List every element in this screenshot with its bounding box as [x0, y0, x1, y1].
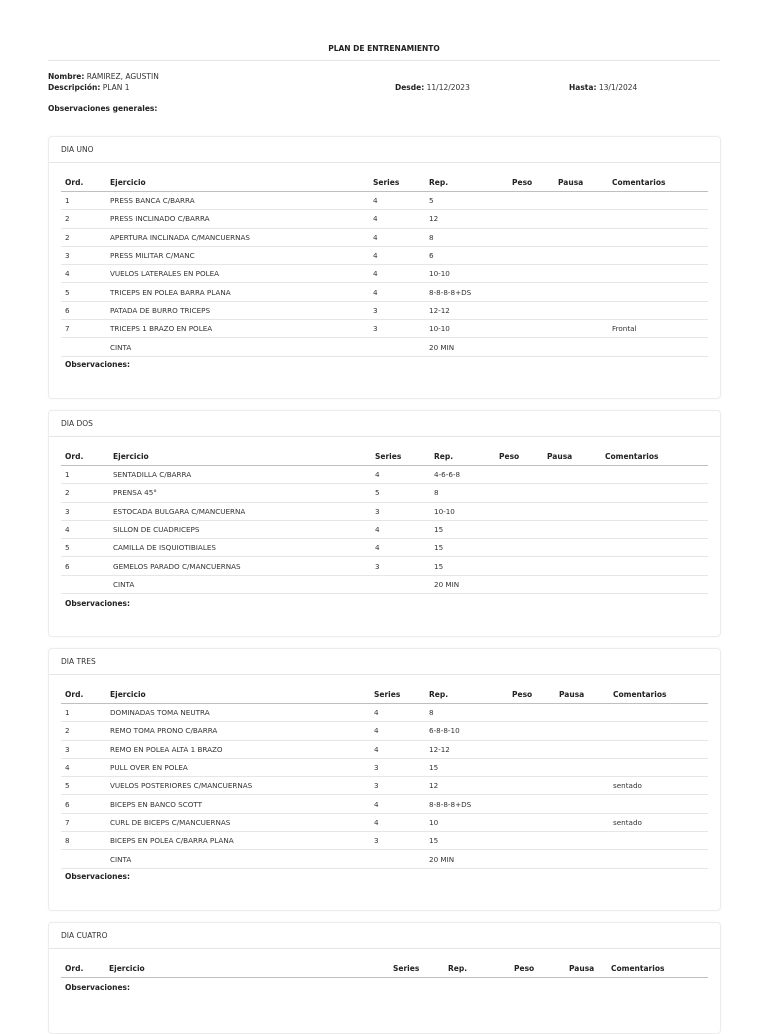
- col-peso-cell: [508, 722, 555, 740]
- col-comentarios-cell: [608, 283, 708, 301]
- col-peso-cell: [508, 192, 554, 210]
- col-peso-cell: [508, 246, 554, 264]
- col-ord-cell: 8: [61, 832, 106, 850]
- table-header-row: [61, 685, 708, 704]
- descripcion-line: [48, 83, 130, 92]
- col-rep-cell: 15: [430, 557, 495, 575]
- col-rep-cell: 10-10: [425, 265, 508, 283]
- col-ord-cell: 3: [61, 246, 106, 264]
- document-title: PLAN DE ENTRENAMIENTO: [48, 44, 720, 61]
- col-ejercicio-cell: SILLON DE CUADRICEPS: [109, 520, 371, 538]
- table-header-row: [61, 447, 708, 466]
- col-series-cell: 3: [371, 557, 430, 575]
- col-peso-cell: [495, 484, 543, 502]
- header-col-rep: Rep.: [430, 447, 495, 466]
- col-pausa-cell: [543, 575, 601, 593]
- col-ejercicio-cell: BICEPS EN BANCO SCOTT: [106, 795, 370, 813]
- col-rep-cell: 15: [430, 539, 495, 557]
- col-comentarios-cell: [608, 301, 708, 319]
- col-series-cell: 4: [369, 192, 425, 210]
- header-col-rep: Rep.: [425, 685, 508, 704]
- col-peso-cell: [508, 320, 554, 338]
- col-rep-cell: 10-10: [430, 502, 495, 520]
- table-row: [61, 466, 708, 484]
- col-series-cell: 4: [369, 228, 425, 246]
- table-row: [61, 228, 708, 246]
- hasta-line: [569, 83, 637, 92]
- col-pausa-cell: [555, 740, 609, 758]
- col-series-cell: 4: [369, 265, 425, 283]
- col-pausa-cell: [554, 192, 608, 210]
- descripcion-value: PLAN 1: [102, 83, 130, 92]
- col-ejercicio-cell: PULL OVER EN POLEA: [106, 758, 370, 776]
- col-series-cell: 4: [370, 722, 425, 740]
- col-ejercicio-cell: PRESS MILITAR C/MANC: [106, 246, 369, 264]
- table-row: [61, 758, 708, 776]
- col-rep-cell: 12: [425, 777, 508, 795]
- col-ord-cell: 4: [61, 265, 106, 283]
- col-comentarios-cell: [609, 758, 708, 776]
- table-row: [61, 557, 708, 575]
- header-col-comentarios: Comentarios: [601, 447, 708, 466]
- table-row: [61, 283, 708, 301]
- col-rep-cell: 12-12: [425, 740, 508, 758]
- col-ejercicio-cell: VUELOS LATERALES EN POLEA: [106, 265, 369, 283]
- col-ord-cell: 1: [61, 466, 109, 484]
- col-comentarios-cell: [601, 539, 708, 557]
- col-comentarios-cell: [601, 557, 708, 575]
- table-row: [61, 484, 708, 502]
- desde-value: 11/12/2023: [426, 83, 470, 92]
- day-title: DIA UNO: [49, 137, 720, 163]
- col-ord-cell: 2: [61, 484, 109, 502]
- col-rep-cell: 6: [425, 246, 508, 264]
- col-comentarios-cell: [608, 228, 708, 246]
- col-peso-cell: [508, 777, 555, 795]
- col-rep-cell: 4-6-6-8: [430, 466, 495, 484]
- col-series-cell: 4: [371, 520, 430, 538]
- col-ord-cell: 1: [61, 704, 106, 722]
- col-rep-cell: 5: [425, 192, 508, 210]
- day-card-4: [48, 922, 721, 1034]
- day-title: DIA DOS: [49, 411, 720, 437]
- col-ord-cell: 5: [61, 777, 106, 795]
- col-ejercicio-cell: APERTURA INCLINADA C/MANCUERNAS: [106, 228, 369, 246]
- col-rep-cell: 8-8-8-8+DS: [425, 283, 508, 301]
- header-col-pausa: Pausa: [554, 173, 608, 192]
- hasta-label: Hasta:: [569, 83, 597, 92]
- desde-line: [395, 83, 470, 92]
- col-comentarios-cell: [609, 704, 708, 722]
- col-rep-cell: 8-8-8-8+DS: [425, 795, 508, 813]
- col-pausa-cell: [555, 758, 609, 776]
- table-row: [61, 520, 708, 538]
- col-rep-cell: 15: [425, 758, 508, 776]
- col-pausa-cell: [543, 520, 601, 538]
- nombre-label: Nombre:: [48, 72, 85, 81]
- table-row: [61, 740, 708, 758]
- col-comentarios-cell: sentado: [609, 777, 708, 795]
- col-peso-cell: [508, 813, 555, 831]
- table-row: [61, 575, 708, 593]
- col-peso-cell: [508, 210, 554, 228]
- header-col-peso: Peso: [508, 685, 555, 704]
- header-col-comentarios: Comentarios: [608, 173, 708, 192]
- header-col-ejercicio: Ejercicio: [109, 447, 371, 466]
- observaciones-generales-label: Observaciones generales:: [48, 104, 158, 113]
- col-ejercicio-cell: REMO EN POLEA ALTA 1 BRAZO: [106, 740, 370, 758]
- col-rep-cell: 12-12: [425, 301, 508, 319]
- col-peso-cell: [495, 539, 543, 557]
- header-col-ejercicio: Ejercicio: [105, 959, 389, 978]
- header-col-peso: Peso: [495, 447, 543, 466]
- table-row: [61, 539, 708, 557]
- col-ejercicio-cell: PRENSA 45°: [109, 484, 371, 502]
- table-row: [61, 795, 708, 813]
- col-rep-cell: 8: [425, 704, 508, 722]
- col-rep-cell: 8: [425, 228, 508, 246]
- col-comentarios-cell: [609, 740, 708, 758]
- col-rep-cell: 8: [430, 484, 495, 502]
- header-col-ejercicio: Ejercicio: [106, 173, 369, 192]
- col-series-cell: 3: [370, 777, 425, 795]
- day-card-2: [48, 410, 721, 637]
- table-row: [61, 832, 708, 850]
- col-ejercicio-cell: PRESS INCLINADO C/BARRA: [106, 210, 369, 228]
- day-card-1: [48, 136, 721, 399]
- col-ord-cell: 1: [61, 192, 106, 210]
- observaciones-label: Observaciones:: [65, 360, 131, 369]
- table-row: [61, 246, 708, 264]
- col-ejercicio-cell: CINTA: [106, 850, 370, 868]
- col-pausa-cell: [543, 557, 601, 575]
- header-col-ord: Ord.: [61, 173, 106, 192]
- col-peso-cell: [495, 520, 543, 538]
- col-ord-cell: [61, 575, 109, 593]
- header-col-comentarios: Comentarios: [607, 959, 708, 978]
- col-ord-cell: 4: [61, 758, 106, 776]
- col-rep-cell: 20 MIN: [430, 575, 495, 593]
- col-rep-cell: 12: [425, 210, 508, 228]
- col-peso-cell: [508, 758, 555, 776]
- nombre-line: [48, 72, 159, 81]
- col-ejercicio-cell: TRICEPS 1 BRAZO EN POLEA: [106, 320, 369, 338]
- col-ord-cell: 3: [61, 740, 106, 758]
- col-rep-cell: 15: [425, 832, 508, 850]
- col-pausa-cell: [554, 246, 608, 264]
- col-ejercicio-cell: CINTA: [109, 575, 371, 593]
- col-pausa-cell: [555, 795, 609, 813]
- col-peso-cell: [508, 795, 555, 813]
- col-series-cell: 3: [371, 502, 430, 520]
- col-comentarios-cell: sentado: [609, 813, 708, 831]
- col-pausa-cell: [555, 813, 609, 831]
- col-peso-cell: [508, 301, 554, 319]
- col-rep-cell: 6-8-8-10: [425, 722, 508, 740]
- table-row: [61, 502, 708, 520]
- col-ejercicio-cell: TRICEPS EN POLEA BARRA PLANA: [106, 283, 369, 301]
- col-series-cell: 3: [370, 832, 425, 850]
- col-comentarios-cell: [608, 192, 708, 210]
- header-col-series: Series: [389, 959, 444, 978]
- col-comentarios-cell: [608, 265, 708, 283]
- col-series-cell: 5: [371, 484, 430, 502]
- exercise-table: [61, 447, 708, 594]
- col-series-cell: 3: [369, 301, 425, 319]
- col-pausa-cell: [554, 320, 608, 338]
- observaciones-label: Observaciones:: [65, 599, 131, 608]
- col-ejercicio-cell: BICEPS EN POLEA C/BARRA PLANA: [106, 832, 370, 850]
- header-col-ejercicio: Ejercicio: [106, 685, 370, 704]
- col-pausa-cell: [555, 850, 609, 868]
- col-peso-cell: [495, 502, 543, 520]
- col-series-cell: 4: [369, 283, 425, 301]
- col-ejercicio-cell: CAMILLA DE ISQUIOTIBIALES: [109, 539, 371, 557]
- col-comentarios-cell: [601, 466, 708, 484]
- header-col-comentarios: Comentarios: [609, 685, 708, 704]
- col-ejercicio-cell: ESTOCADA BULGARA C/MANCUERNA: [109, 502, 371, 520]
- col-ord-cell: 2: [61, 210, 106, 228]
- col-series-cell: 3: [369, 320, 425, 338]
- exercise-table: [61, 173, 708, 357]
- col-comentarios-cell: [609, 795, 708, 813]
- col-rep-cell: 10: [425, 813, 508, 831]
- col-ord-cell: [61, 850, 106, 868]
- col-series-cell: 4: [370, 740, 425, 758]
- header-col-series: Series: [370, 685, 425, 704]
- day-title: DIA CUATRO: [49, 923, 720, 949]
- descripcion-label: Descripción:: [48, 83, 101, 92]
- col-rep-cell: 20 MIN: [425, 338, 508, 356]
- col-series-cell: 4: [371, 539, 430, 557]
- col-ejercicio-cell: DOMINADAS TOMA NEUTRA: [106, 704, 370, 722]
- col-peso-cell: [508, 265, 554, 283]
- day-card-3: [48, 648, 721, 911]
- col-ejercicio-cell: VUELOS POSTERIORES C/MANCUERNAS: [106, 777, 370, 795]
- col-comentarios-cell: [609, 850, 708, 868]
- col-series-cell: [369, 338, 425, 356]
- col-peso-cell: [508, 832, 555, 850]
- table-row: [61, 265, 708, 283]
- table-row: [61, 192, 708, 210]
- col-pausa-cell: [543, 484, 601, 502]
- col-pausa-cell: [554, 228, 608, 246]
- col-pausa-cell: [555, 722, 609, 740]
- header-col-peso: Peso: [508, 173, 554, 192]
- col-ord-cell: 6: [61, 557, 109, 575]
- header-col-ord: Ord.: [61, 959, 105, 978]
- col-pausa-cell: [554, 283, 608, 301]
- col-peso-cell: [508, 740, 555, 758]
- col-ord-cell: 7: [61, 320, 106, 338]
- col-ejercicio-cell: SENTADILLA C/BARRA: [109, 466, 371, 484]
- col-peso-cell: [508, 283, 554, 301]
- col-ord-cell: 2: [61, 228, 106, 246]
- col-comentarios-cell: [608, 338, 708, 356]
- hasta-value: 13/1/2024: [598, 83, 638, 92]
- col-comentarios-cell: [609, 832, 708, 850]
- col-ord-cell: 6: [61, 301, 106, 319]
- col-ord-cell: 6: [61, 795, 106, 813]
- col-rep-cell: 10-10: [425, 320, 508, 338]
- col-ord-cell: 2: [61, 722, 106, 740]
- table-row: [61, 338, 708, 356]
- col-comentarios-cell: [601, 502, 708, 520]
- col-comentarios-cell: [601, 520, 708, 538]
- col-pausa-cell: [543, 539, 601, 557]
- day-title: DIA TRES: [49, 649, 720, 675]
- col-series-cell: 4: [371, 466, 430, 484]
- observaciones-generales: [48, 104, 157, 113]
- col-peso-cell: [495, 575, 543, 593]
- col-pausa-cell: [555, 777, 609, 795]
- exercise-table: [61, 685, 708, 869]
- col-series-cell: 4: [370, 704, 425, 722]
- observaciones-label: Observaciones:: [65, 983, 131, 992]
- header-col-series: Series: [371, 447, 430, 466]
- table-header-row: [61, 959, 708, 978]
- col-series-cell: 4: [370, 795, 425, 813]
- header-col-pausa: Pausa: [543, 447, 601, 466]
- col-comentarios-cell: Frontal: [608, 320, 708, 338]
- col-pausa-cell: [543, 466, 601, 484]
- col-series-cell: 3: [370, 758, 425, 776]
- col-peso-cell: [508, 338, 554, 356]
- col-ord-cell: 4: [61, 520, 109, 538]
- col-peso-cell: [495, 557, 543, 575]
- header-col-ord: Ord.: [61, 685, 106, 704]
- col-pausa-cell: [554, 210, 608, 228]
- col-rep-cell: 20 MIN: [425, 850, 508, 868]
- col-ord-cell: 7: [61, 813, 106, 831]
- col-ejercicio-cell: REMO TOMA PRONO C/BARRA: [106, 722, 370, 740]
- col-comentarios-cell: [608, 210, 708, 228]
- header-col-rep: Rep.: [444, 959, 510, 978]
- table-row: [61, 850, 708, 868]
- header-col-ord: Ord.: [61, 447, 109, 466]
- table-row: [61, 777, 708, 795]
- header-col-pausa: Pausa: [565, 959, 607, 978]
- col-comentarios-cell: [601, 484, 708, 502]
- col-rep-cell: 15: [430, 520, 495, 538]
- exercise-table: [61, 959, 708, 978]
- col-pausa-cell: [543, 502, 601, 520]
- header-col-series: Series: [369, 173, 425, 192]
- nombre-value: RAMIREZ, AGUSTIN: [86, 72, 159, 81]
- col-peso-cell: [508, 228, 554, 246]
- col-pausa-cell: [554, 301, 608, 319]
- col-ejercicio-cell: CURL DE BICEPS C/MANCUERNAS: [106, 813, 370, 831]
- table-row: [61, 301, 708, 319]
- col-comentarios-cell: [601, 575, 708, 593]
- header-col-pausa: Pausa: [555, 685, 609, 704]
- col-pausa-cell: [555, 704, 609, 722]
- col-series-cell: [370, 850, 425, 868]
- col-peso-cell: [508, 850, 555, 868]
- col-comentarios-cell: [608, 246, 708, 264]
- col-ord-cell: 3: [61, 502, 109, 520]
- table-row: [61, 704, 708, 722]
- col-series-cell: [371, 575, 430, 593]
- observaciones-label: Observaciones:: [65, 872, 131, 881]
- table-header-row: [61, 173, 708, 192]
- col-ord-cell: 5: [61, 283, 106, 301]
- header-col-peso: Peso: [510, 959, 565, 978]
- col-pausa-cell: [554, 265, 608, 283]
- col-pausa-cell: [554, 338, 608, 356]
- col-peso-cell: [508, 704, 555, 722]
- col-ejercicio-cell: PRESS BANCA C/BARRA: [106, 192, 369, 210]
- table-row: [61, 210, 708, 228]
- col-ord-cell: [61, 338, 106, 356]
- table-row: [61, 813, 708, 831]
- col-ord-cell: 5: [61, 539, 109, 557]
- col-peso-cell: [495, 466, 543, 484]
- table-row: [61, 722, 708, 740]
- col-ejercicio-cell: PATADA DE BURRO TRICEPS: [106, 301, 369, 319]
- col-series-cell: 4: [369, 246, 425, 264]
- col-ejercicio-cell: CINTA: [106, 338, 369, 356]
- col-series-cell: 4: [369, 210, 425, 228]
- desde-label: Desde:: [395, 83, 425, 92]
- col-comentarios-cell: [609, 722, 708, 740]
- col-series-cell: 4: [370, 813, 425, 831]
- table-row: [61, 320, 708, 338]
- col-pausa-cell: [555, 832, 609, 850]
- col-ejercicio-cell: GEMELOS PARADO C/MANCUERNAS: [109, 557, 371, 575]
- header-col-rep: Rep.: [425, 173, 508, 192]
